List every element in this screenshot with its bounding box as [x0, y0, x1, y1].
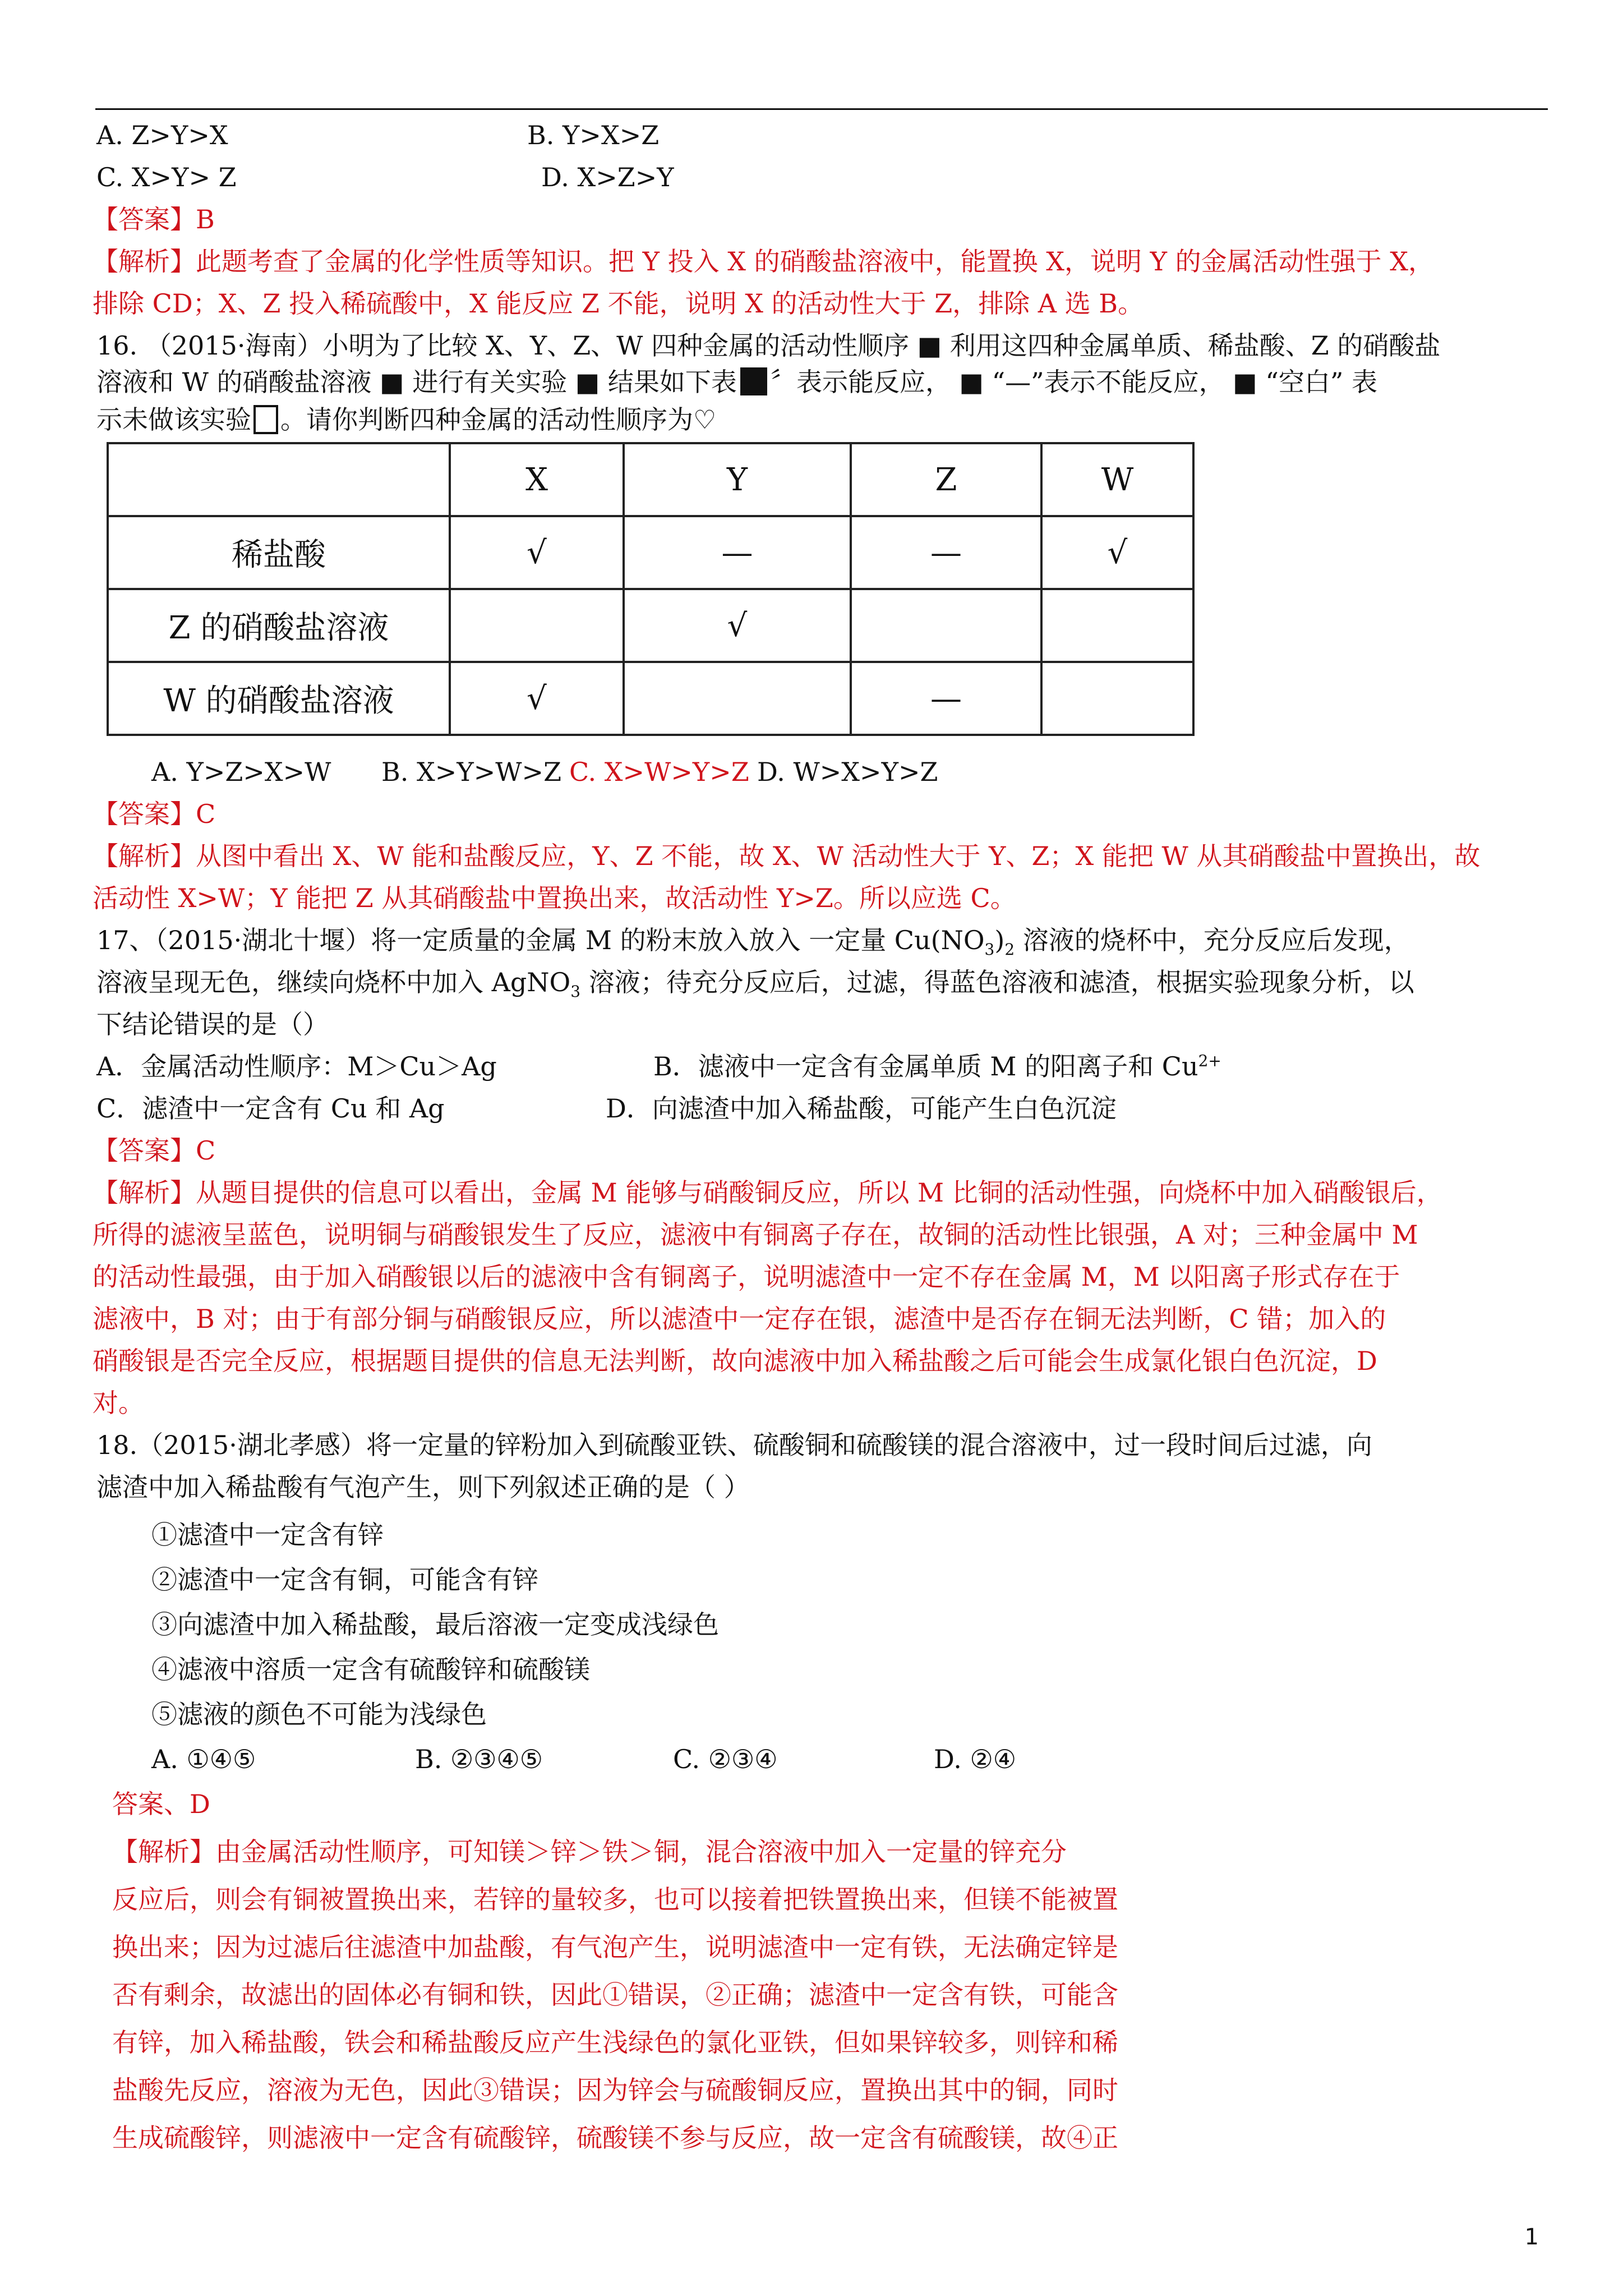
- q15-option-a: A. Z>Y>X: [96, 120, 228, 150]
- q17-stem-text: 17、（2015·湖北十堰）将一定质量的金属 M 的粉末放入放入 一定量 Cu(NO: [96, 925, 985, 955]
- blank-box: [253, 405, 278, 434]
- q18-statement: ⑤滤液的颜色不可能为浅绿色: [151, 1699, 487, 1729]
- q17-stem-text: 溶液；待充分反应后，过滤，得蓝色溶液和滤渣，根据实验现象分析，以: [580, 967, 1414, 997]
- subscript: 2: [1004, 940, 1015, 959]
- q18-explanation-line: 否有剩余，故滤出的固体必有铜和铁，因此①错误，②正确；滤渣中一定含有铁，可能含: [112, 1980, 1118, 2010]
- table-cell: [1041, 662, 1193, 735]
- q16-option-c: C. X>W>Y>Z: [569, 757, 749, 787]
- q16-option-b: B. X>Y>W>Z: [381, 757, 562, 787]
- top-rule: [95, 108, 1548, 110]
- table-row: [108, 589, 1193, 662]
- q18-explanation-line: 换出来；因为过滤后往滤渣中加盐酸，有气泡产生，说明滤渣中一定有铁，无法确定锌是: [112, 1932, 1118, 1962]
- q18-statement: ③向滤渣中加入稀盐酸，最后溶液一定变成浅绿色: [151, 1609, 719, 1640]
- q17-option-c: C．滤渣中一定含有 Cu 和 Ag: [96, 1093, 445, 1124]
- table-row-label: Z 的硝酸盐溶液: [108, 589, 450, 662]
- q17-explanation-line: 对。: [93, 1388, 144, 1418]
- q16-stem-line: 16. （2015·海南）小明为了比较 X、Y、Z、W 四种金属的活动性顺序 ■ 利用这四种金属单质、稀盐酸、Z 的硝酸盐: [96, 330, 1441, 361]
- table-cell: —: [624, 516, 851, 589]
- table-cell: [450, 589, 624, 662]
- table-header-cell: Z: [851, 443, 1041, 516]
- table-header-row: [108, 443, 1193, 516]
- table-cell: [851, 589, 1041, 662]
- q18-explanation-line: 反应后，则会有铜被置换出来，若锌的量较多，也可以接着把铁置换出来，但镁不能被置: [112, 1884, 1118, 1915]
- q18-statement: ②滤渣中一定含有铜，可能含有锌: [151, 1565, 538, 1595]
- table-cell: √: [624, 589, 851, 662]
- q17-explanation-line: 【解析】从题目提供的信息可以看出，金属 M 能够与硝酸铜反应，所以 M 比铜的活动性强，向烧杯中加入硝酸银后，: [93, 1177, 1442, 1208]
- q18-option-c: C. ②③④: [673, 1744, 778, 1774]
- q16-option-d: D. W>X>Y>Z: [757, 757, 938, 787]
- q15-option-c: C. X>Y> Z: [96, 162, 237, 192]
- q17-stem-text: 溶液呈现无色，继续向烧杯中加入 AgNO: [96, 967, 571, 997]
- q18-option-d: D. ②④: [934, 1744, 1016, 1774]
- q16-option-a: A. Y>Z>X>W: [151, 757, 331, 787]
- q16-stem-line: [96, 365, 1377, 399]
- q18-stem-line: 滤渣中加入稀盐酸有气泡产生，则下列叙述正确的是（ ）: [96, 1472, 750, 1502]
- redaction-block: [740, 367, 767, 395]
- heart-icon: ♡: [693, 404, 717, 435]
- table-row: [108, 516, 1193, 589]
- table-header-cell: [108, 443, 450, 516]
- q17-explanation-line: 的活动性最强，由于加入硝酸银以后的滤液中含有铜离子，说明滤渣中一定不存在金属 M，M 以阳离子形式存在于: [93, 1262, 1400, 1292]
- q16-results-table: [107, 442, 1195, 736]
- q17-option-b: [653, 1049, 1221, 1084]
- q16-answer: 【答案】C: [93, 799, 216, 829]
- superscript: 2+: [1198, 1051, 1221, 1070]
- page-number: 1: [1524, 2224, 1539, 2250]
- q15-explanation-line: 【解析】此题考查了金属的化学性质等知识。把 Y 投入 X 的硝酸盐溶液中，能置换 X，说明 Y 的金属活动性强于 X，: [93, 246, 1434, 277]
- subscript: 3: [984, 940, 995, 959]
- subscript: 3: [570, 982, 581, 1001]
- q17-stem-text: 溶液的烧杯中，充分反应后发现，: [1015, 925, 1410, 955]
- q15-option-d: D. X>Z>Y: [541, 162, 674, 192]
- table-cell: —: [851, 662, 1041, 735]
- q17-option-b-text: B．滤液中一定含有金属单质 M 的阳离子和 Cu: [653, 1051, 1198, 1082]
- table-header-cell: Y: [624, 443, 851, 516]
- q15-option-b: B. Y>X>Z: [527, 120, 660, 150]
- table-cell: —: [851, 516, 1041, 589]
- q17-explanation-line: 滤液中，B 对；由于有部分铜与硝酸银反应，所以滤渣中一定存在银，滤渣中是否存在铜无法判断，C 错；加入的: [93, 1304, 1386, 1334]
- q16-stem-text: 示未做该实验: [96, 404, 251, 435]
- table-cell: √: [450, 662, 624, 735]
- q15-explanation-line: 排除 CD；X、Z 投入稀硫酸中，X 能反应 Z 不能，说明 X 的活动性大于 Z，排除 A 选 B。: [93, 288, 1144, 319]
- q17-answer: 【答案】C: [93, 1135, 216, 1166]
- table-cell: √: [450, 516, 624, 589]
- table-row-label: W 的硝酸盐溶液: [108, 662, 450, 735]
- table-row: [108, 662, 1193, 735]
- table-cell: [1041, 589, 1193, 662]
- q18-explanation-line: 生成硫酸锌，则滤液中一定含有硫酸锌，硫酸镁不参与反应，故一定含有硫酸镁，故④正: [112, 2123, 1118, 2153]
- q18-stem-line: 18.（2015·湖北孝感）将一定量的锌粉加入到硫酸亚铁、硫酸铜和硫酸镁的混合溶液中，过一段时间后过滤，向: [96, 1430, 1372, 1460]
- table-cell: √: [1041, 516, 1193, 589]
- q18-statement: ④滤液中溶质一定含有硫酸锌和硫酸镁: [151, 1654, 590, 1685]
- q17-option-a: A．金属活动性顺序：M＞Cu＞Ag: [96, 1051, 497, 1082]
- table-header-cell: W: [1041, 443, 1193, 516]
- q16-stem-text: 〞表示能反应， ■ “—”表示不能反应， ■ “空白” 表: [770, 367, 1378, 397]
- q18-statement: ①滤渣中一定含有锌: [151, 1520, 384, 1550]
- q17-stem-line: [96, 965, 1414, 1000]
- q17-stem-line: 下结论错误的是（）: [96, 1009, 329, 1039]
- q16-explanation-line: 【解析】从图中看出 X、W 能和盐酸反应，Y、Z 不能，故 X、W 活动性大于 Y、Z；X 能把 W 从其硝酸盐中置换出，故: [93, 841, 1481, 871]
- q16-stem-text: 溶液和 W 的硝酸盐溶液 ■ 进行有关实验 ■ 结果如下表: [96, 367, 737, 397]
- q16-stem-text: 。请你判断四种金属的活动性顺序为: [280, 404, 693, 435]
- q17-stem-text: ): [994, 925, 1005, 955]
- q18-explanation-line: 有锌，加入稀盐酸，铁会和稀盐酸反应产生浅绿色的氯化亚铁，但如果锌较多，则锌和稀: [112, 2027, 1118, 2058]
- q18-answer: 答案、D: [112, 1789, 210, 1819]
- q17-explanation-line: 硝酸银是否完全反应，根据题目提供的信息无法判断，故向滤液中加入稀盐酸之后可能会生成氯化银白色沉淀，D: [93, 1346, 1377, 1376]
- q18-option-b: B. ②③④⑤: [415, 1744, 543, 1774]
- q18-option-a: A. ①④⑤: [151, 1744, 256, 1774]
- table-header-cell: X: [450, 443, 624, 516]
- q17-option-d: D．向滤渣中加入稀盐酸，可能产生白色沉淀: [606, 1093, 1117, 1124]
- q18-explanation-line: 【解析】由金属活动性顺序，可知镁＞锌＞铁＞铜，混合溶液中加入一定量的锌充分: [112, 1837, 1067, 1867]
- q15-answer: 【答案】B: [93, 204, 215, 234]
- q17-stem-line: [96, 923, 1410, 958]
- q18-explanation-line: 盐酸先反应，溶液为无色，因此③错误；因为锌会与硫酸铜反应，置换出其中的铜，同时: [112, 2075, 1118, 2105]
- table-cell: [624, 662, 851, 735]
- q17-explanation-line: 所得的滤液呈蓝色，说明铜与硝酸银发生了反应，滤液中有铜离子存在，故铜的活动性比银强，A 对；三种金属中 M: [93, 1220, 1418, 1250]
- q16-explanation-line: 活动性 X>W；Y 能把 Z 从其硝酸盐中置换出来，故活动性 Y>Z。所以应选 C。: [93, 883, 1016, 913]
- table-row-label: 稀盐酸: [108, 516, 450, 589]
- q16-stem-line: [96, 402, 716, 437]
